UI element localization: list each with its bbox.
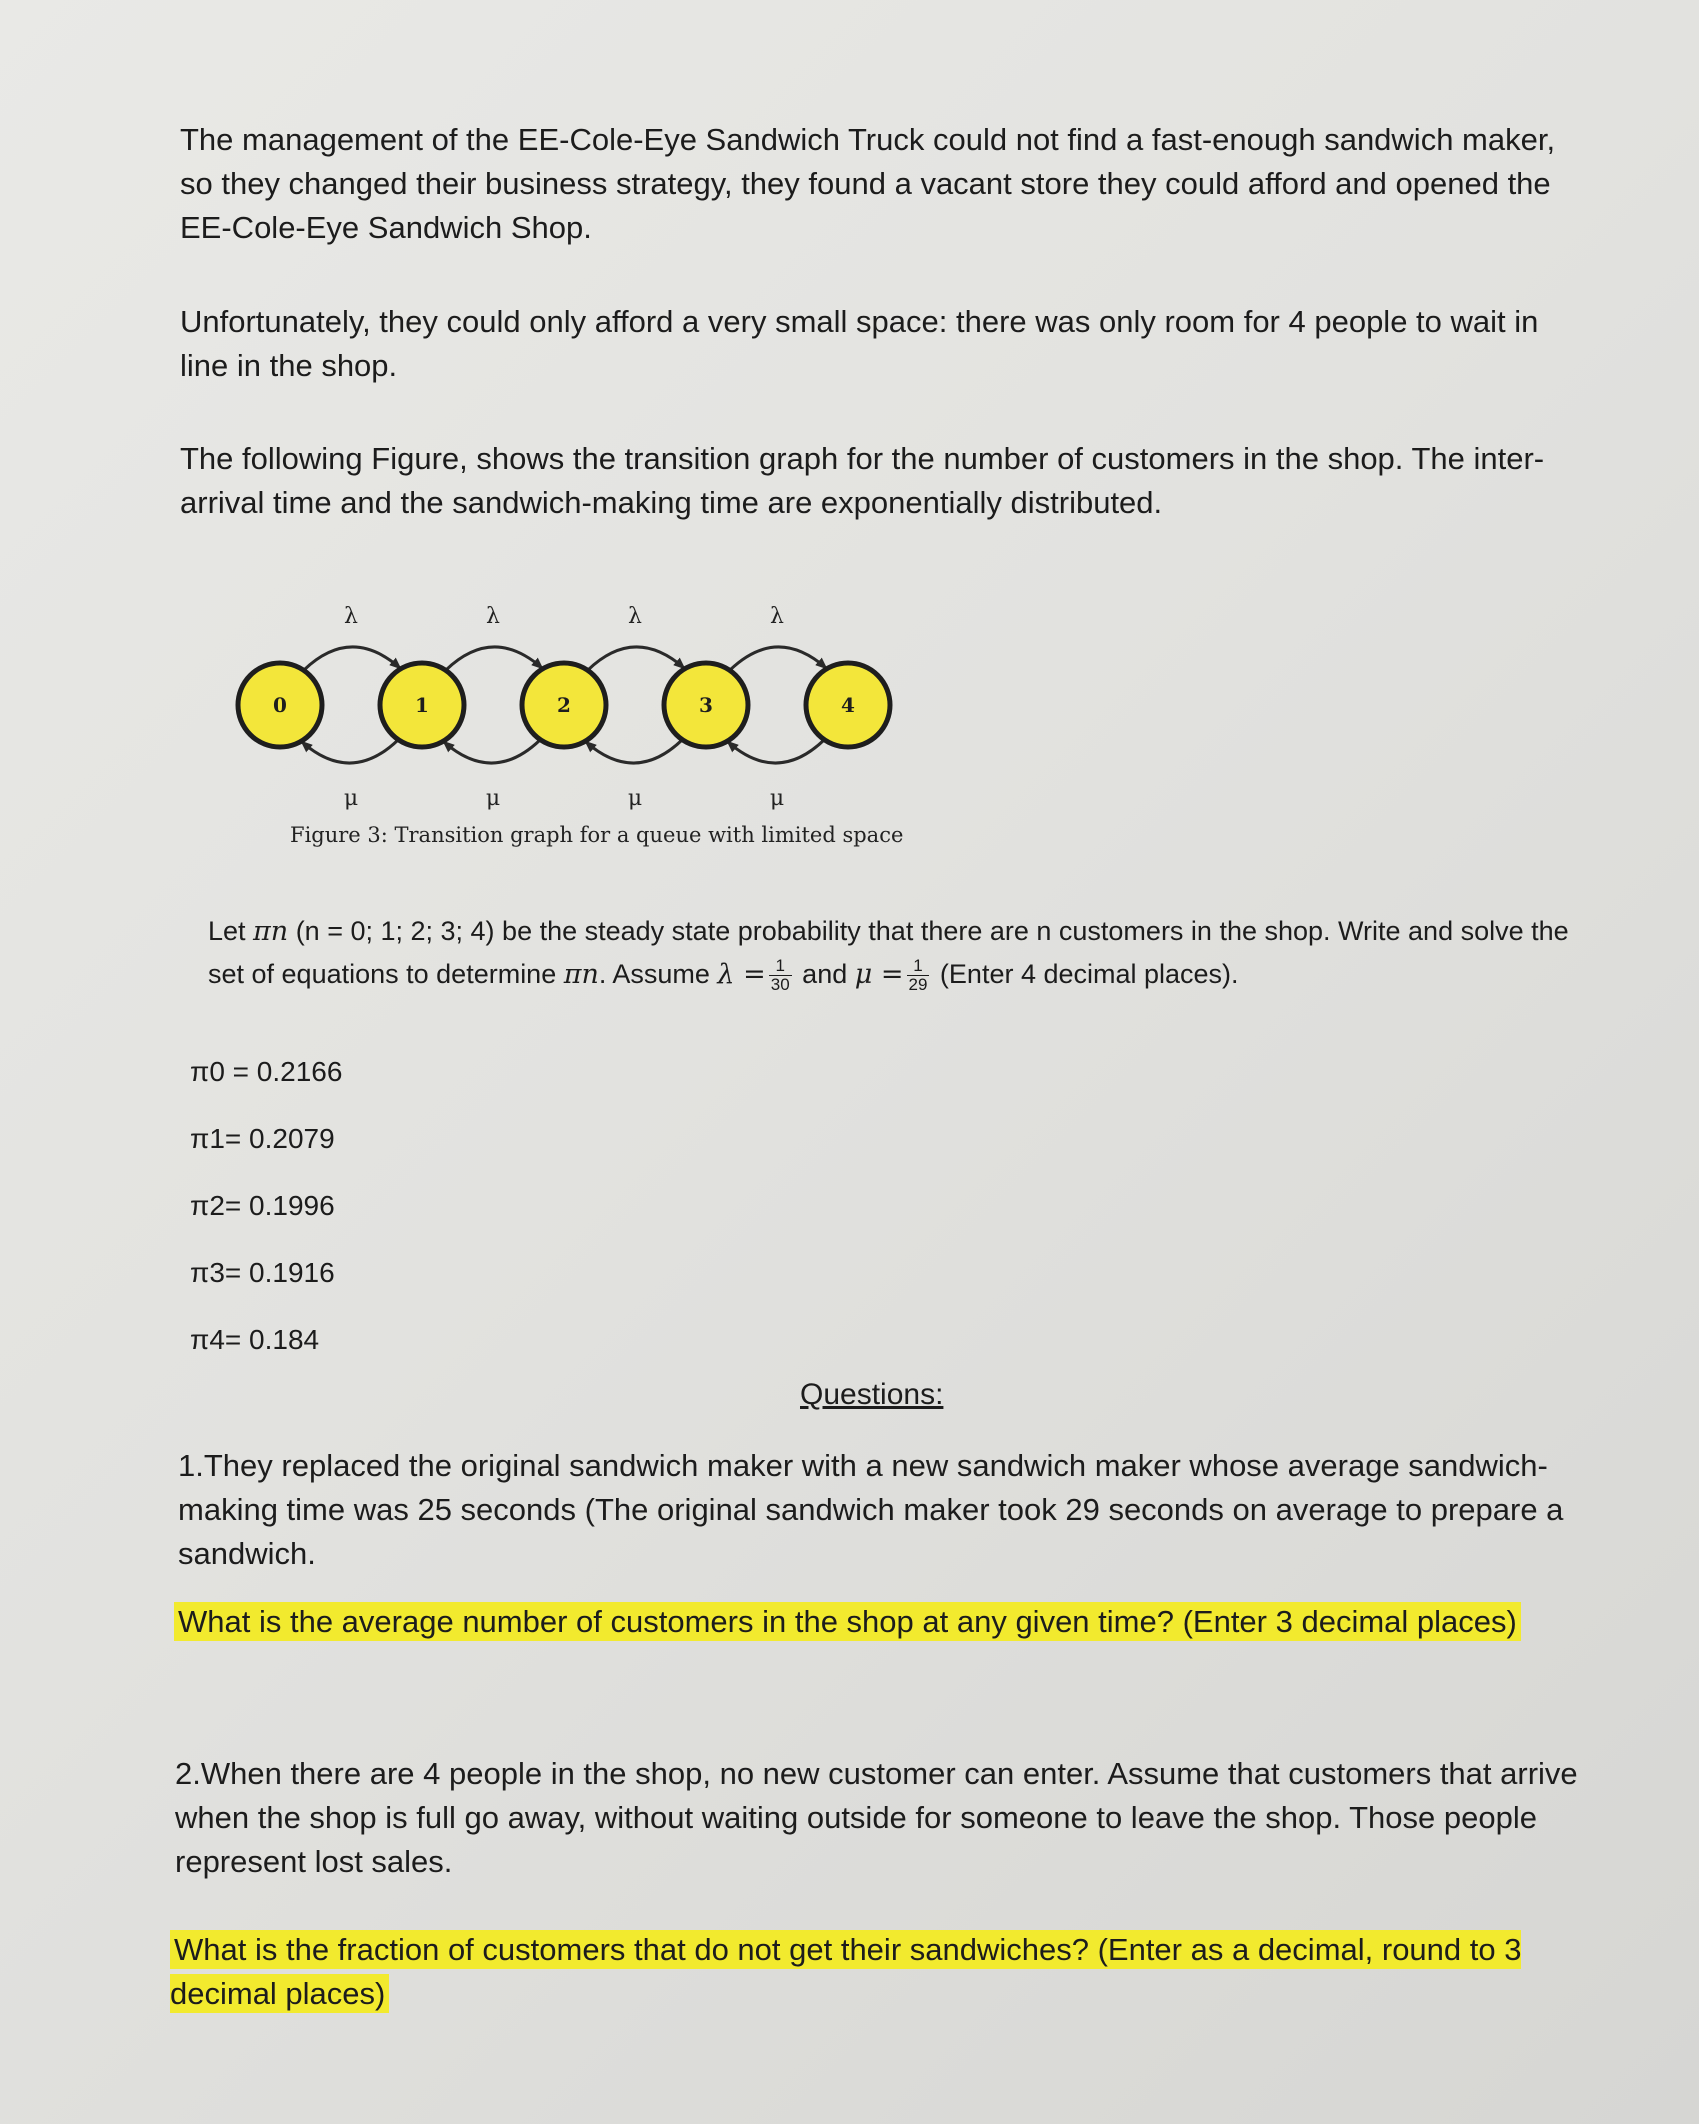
service-arrow-1 bbox=[444, 740, 540, 763]
lambda-equation: λ = bbox=[717, 959, 766, 990]
questions-heading: Questions: bbox=[800, 1378, 944, 1411]
question-1: 1.They replaced the original sandwich maker with a new sandwich maker whose average sandwich-making time was 25 seconds (The original sandwich maker took 29 seconds on average to prepare a sandwich. bbox=[178, 1448, 1564, 1571]
problem-let: Let bbox=[208, 916, 254, 946]
service-label-0: μ bbox=[343, 786, 359, 811]
intro-paragraph-2: Unfortunately, they could only afford a very small space: there was only room for 4 people to wait in line in the shop. bbox=[180, 304, 1539, 383]
answer-pi1: π1= 0.2079 bbox=[190, 1123, 335, 1154]
problem-assume: . Assume bbox=[598, 959, 718, 989]
problem-note: (Enter 4 decimal places). bbox=[932, 959, 1239, 989]
problem-statement bbox=[208, 910, 1588, 996]
question-1-highlight-text: What is the average number of customers in the shop at any given time? (Enter 3 decimal places) bbox=[174, 1602, 1521, 1641]
mu-equation: μ = bbox=[854, 959, 904, 990]
answer-pi0: π0 = 0.2166 bbox=[190, 1056, 343, 1087]
arrival-arrow-3 bbox=[730, 647, 826, 670]
intro-paragraph-1: The management of the EE-Cole-Eye Sandwich Truck could not find a fast-enough sandwich maker, so they changed their business strategy, they found a vacant store they could afford and opened the EE-Cole-Eye Sandwich Shop. bbox=[180, 122, 1556, 245]
question-1-highlight bbox=[174, 1600, 1594, 1644]
lambda-fraction bbox=[769, 957, 792, 994]
figure-caption: Figure 3: Transition graph for a queue with limited space bbox=[290, 823, 904, 847]
answer-pi2: π2= 0.1996 bbox=[190, 1190, 335, 1221]
answer-pi3: π3= 0.1916 bbox=[190, 1257, 335, 1288]
transition-graph bbox=[225, 595, 925, 855]
service-label-3: μ bbox=[769, 786, 785, 811]
state-label-1: 1 bbox=[415, 693, 429, 717]
arrival-arrow-0 bbox=[304, 647, 400, 670]
answer-list bbox=[190, 1038, 342, 1373]
service-arrow-2 bbox=[586, 740, 682, 763]
arrival-label-2: λ bbox=[628, 604, 642, 629]
question-2-highlight bbox=[170, 1928, 1600, 2016]
arrival-label-1: λ bbox=[486, 604, 500, 629]
service-label-1: μ bbox=[485, 786, 501, 811]
question-2: 2.When there are 4 people in the shop, no new customer can enter. Assume that customers that arrive when the shop is full go away, without waiting outside for someone to leave the shop. Those people represent lost sales. bbox=[175, 1756, 1578, 1879]
pi-n-symbol: πn bbox=[253, 916, 289, 947]
service-arrow-3 bbox=[728, 740, 824, 763]
mu-fraction bbox=[907, 957, 930, 994]
mu-denominator: 29 bbox=[908, 975, 928, 995]
arrival-label-3: λ bbox=[770, 604, 784, 629]
lambda-denominator: 30 bbox=[770, 975, 790, 995]
question-2-highlight-text: What is the fraction of customers that do not get their sandwiches? (Enter as a decimal, round to 3 decimal places) bbox=[170, 1932, 1522, 2011]
state-label-2: 2 bbox=[557, 693, 571, 717]
pi-n-symbol-2: πn bbox=[563, 959, 599, 990]
problem-and: and bbox=[794, 959, 855, 989]
state-label-3: 3 bbox=[699, 693, 713, 717]
service-label-2: μ bbox=[627, 786, 643, 811]
service-arrow-0 bbox=[302, 740, 398, 763]
state-label-4: 4 bbox=[841, 693, 855, 717]
problem-range: (n = 0; 1; 2; 3; 4) be the steady state probability that there are n customers in the shop. Write and solve the set of equations to determine bbox=[208, 916, 1569, 989]
answer-pi4: π4= 0.184 bbox=[190, 1324, 320, 1355]
mu-numerator: 1 bbox=[907, 957, 930, 976]
arrival-arrow-1 bbox=[446, 647, 542, 670]
arrival-arrow-2 bbox=[588, 647, 684, 670]
arrival-label-0: λ bbox=[344, 604, 358, 629]
intro-paragraph-3: The following Figure, shows the transition graph for the number of customers in the shop. The inter-arrival time and the sandwich-making time are exponentially distributed. bbox=[180, 441, 1545, 520]
lambda-numerator: 1 bbox=[769, 957, 792, 976]
state-label-0: 0 bbox=[273, 693, 287, 717]
